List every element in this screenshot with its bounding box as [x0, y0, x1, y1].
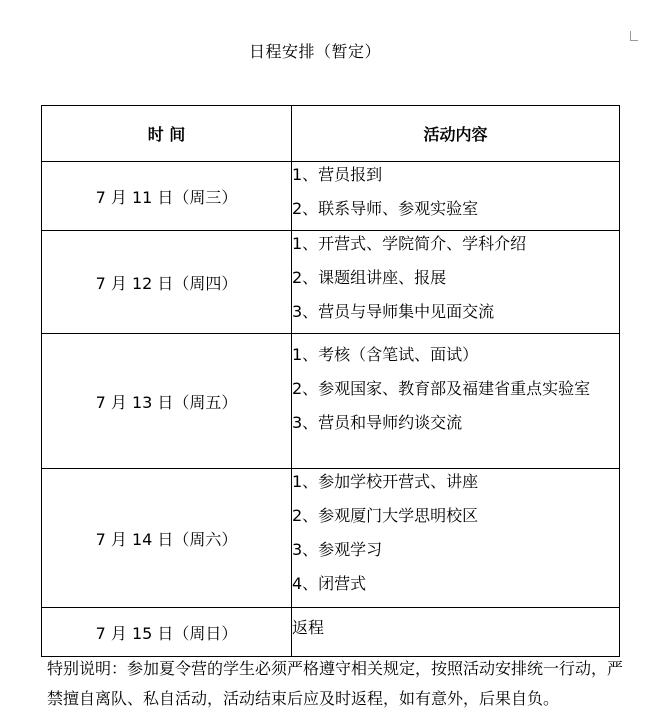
activity-item: 3、参观学习	[292, 540, 383, 559]
activity-item: 1、考核（含笔试、面试）	[292, 345, 479, 364]
date-cell: 7 月 11 日（周三）	[42, 162, 292, 231]
activity-item: 返程	[292, 618, 325, 637]
content-cell	[292, 334, 620, 469]
document-title: 日程安排（暂定）	[248, 42, 381, 61]
date-cell: 7 月 15 日（周日）	[42, 608, 292, 657]
content-cell	[292, 469, 620, 608]
table-row	[42, 162, 620, 231]
activity-item: 2、参观国家、教育部及福建省重点实验室	[292, 379, 591, 398]
table-row	[42, 231, 620, 334]
table-row	[42, 608, 620, 657]
content-cell	[292, 162, 620, 231]
table-row	[42, 469, 620, 608]
activity-item: 2、联系导师、参观实验室	[292, 199, 479, 218]
content-cell	[292, 608, 620, 657]
activity-item: 2、参观厦门大学思明校区	[292, 506, 479, 525]
date-cell: 7 月 12 日（周四）	[42, 231, 292, 334]
content-cell	[292, 231, 620, 334]
activity-item: 3、营员和导师约谈交流	[292, 413, 463, 432]
schedule-table	[41, 105, 620, 657]
special-note: 特别说明：参加夏令营的学生必须严格遵守相关规定，按照活动安排统一行动，严禁擅自离队、私自活动，活动结束后应及时返程，如有意外，后果自负。	[47, 659, 624, 708]
paragraph-corner-mark	[630, 31, 638, 41]
activity-item: 1、开营式、学院简介、学科介绍	[292, 234, 527, 253]
table-header-row	[42, 106, 620, 162]
activity-item: 1、营员报到	[292, 165, 383, 184]
header-content: 活动内容	[292, 106, 620, 162]
header-time: 时 间	[42, 106, 292, 162]
activity-item: 2、课题组讲座、报展	[292, 268, 447, 287]
activity-item: 4、闭营式	[292, 574, 367, 593]
activity-item: 1、参加学校开营式、讲座	[292, 472, 479, 491]
table-row	[42, 334, 620, 469]
date-cell: 7 月 13 日（周五）	[42, 334, 292, 469]
activity-item: 3、营员与导师集中见面交流	[292, 302, 495, 321]
date-cell: 7 月 14 日（周六）	[42, 469, 292, 608]
